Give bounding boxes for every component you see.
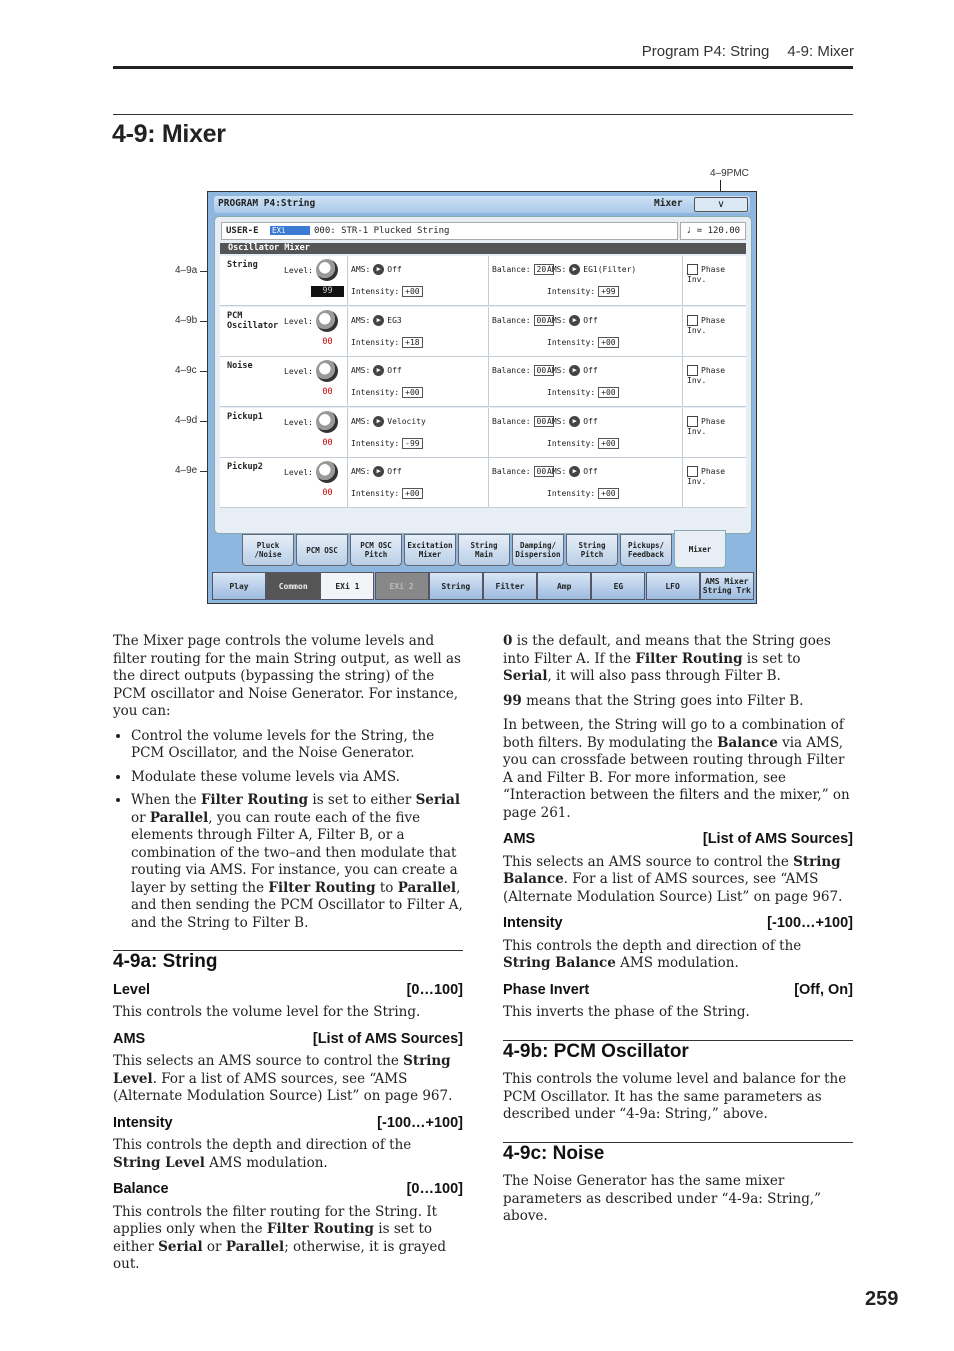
- divider: [347, 307, 348, 356]
- group-tab[interactable]: Filter: [483, 572, 537, 600]
- level-knob-icon[interactable]: [316, 259, 338, 281]
- divider: [347, 408, 348, 457]
- page-tab[interactable]: String Pitch: [566, 534, 618, 566]
- intro-paragraph: The Mixer page controls the volume levels and filter routing for the main String output, as well as the direct outputs (bypassing the string) of the PCM oscillator and Noise Generator. For instance, you can:: [113, 633, 461, 719]
- level-value[interactable]: 00: [322, 387, 333, 397]
- callout-4-9b: 4–9b: [175, 315, 198, 326]
- ams1-field[interactable]: AMS: ▶ EG3: [351, 315, 402, 325]
- program-name: 000: STR-1 Plucked String: [314, 226, 450, 236]
- header-page: 4-9: Mixer: [787, 43, 854, 60]
- level-label: Level:: [284, 266, 313, 275]
- intensity1-field[interactable]: Intensity: +00: [351, 286, 423, 297]
- intensity1-field[interactable]: Intensity: +00: [351, 488, 423, 499]
- param-intensity-balance: Intensity [-100…+100]: [503, 915, 853, 931]
- phase-invert-checkbox[interactable]: Phase Inv.: [687, 416, 726, 436]
- header-rule: [113, 66, 853, 69]
- row-name: Pickup2: [227, 462, 263, 472]
- callout-4-9c: 4–9c: [175, 365, 197, 376]
- exi-badge: EXi: [270, 226, 310, 235]
- program-select[interactable]: [221, 222, 678, 240]
- ams2-field[interactable]: AMS: ▶ Off: [547, 315, 598, 325]
- page-number: 259: [865, 1288, 899, 1310]
- intensity-description: This controls the depth and direction of the String Level AMS modulation.: [113, 1137, 412, 1171]
- callout-4-9a: 4–9a: [175, 265, 198, 276]
- phase-invert-checkbox[interactable]: Phase Inv.: [687, 265, 726, 284]
- row-name: String: [227, 260, 258, 270]
- balance-description: This controls the filter routing for the String. It applies only when the Filter Routing is set to either Serial or Parallel; otherwise, it is grayed out.: [113, 1203, 447, 1272]
- intensity2-field[interactable]: Intensity: +00: [547, 387, 619, 398]
- page-tab[interactable]: Pluck /Noise: [242, 534, 294, 566]
- balance-field[interactable]: Balance: 00: [492, 365, 554, 376]
- divider: [682, 357, 683, 406]
- divider: [488, 458, 489, 507]
- page-menu-dropdown[interactable]: ∨: [694, 197, 748, 212]
- bullet-list: [113, 728, 463, 933]
- level-description: This controls the volume level for the String.: [113, 1004, 421, 1020]
- ams2-field[interactable]: AMS: ▶ Off: [547, 366, 598, 375]
- level-value[interactable]: 00: [322, 336, 333, 347]
- ams1-field[interactable]: AMS: ▶ Velocity: [351, 416, 426, 426]
- level-knob-icon[interactable]: [316, 461, 338, 483]
- intensity1-field[interactable]: Intensity: -99: [351, 438, 423, 449]
- bank-label: USER-E: [226, 226, 259, 236]
- level-value[interactable]: 99: [311, 286, 344, 297]
- screen-page-label: Mixer: [654, 198, 683, 209]
- level-label: Level:: [284, 367, 313, 376]
- divider: [488, 307, 489, 356]
- divider: [488, 357, 489, 406]
- right-column: [503, 633, 853, 1233]
- group-tab[interactable]: String: [429, 572, 483, 600]
- ams-arrow-icon: ▶: [569, 315, 580, 326]
- ams-description: This selects an AMS source to control the String Level. For a list of AMS sources, see “AMS (Alternate Modulation Source) List” on page 967.: [113, 1053, 453, 1104]
- mixer-row: [220, 357, 746, 407]
- row-name: Pickup1: [227, 411, 263, 422]
- balance-zero-paragraph: 0 is the default, and means that the String goes into Filter A. If the Filter Routing is set to Serial, it will also pass through Filter B.: [503, 633, 831, 684]
- page-tab[interactable]: PCM OSC Pitch: [350, 534, 402, 566]
- divider: [682, 458, 683, 507]
- section-heading-4-9b: 4-9b: PCM Oscillator: [503, 1040, 853, 1061]
- ams-arrow-icon: ▶: [373, 466, 384, 477]
- header-section: Program P4: String: [641, 43, 770, 60]
- balance-between-paragraph: In between, the String will go to a combination of both filters. By modulating the Balance via AMS, you can crossfade between routing through Filter A and Filter B. For more information, see “Interaction between the filters and the mixer,” on page 261.: [503, 717, 850, 821]
- group-tab[interactable]: Common: [266, 572, 320, 600]
- ams1-field[interactable]: AMS: ▶ Off: [351, 366, 402, 375]
- group-tab[interactable]: Amp: [537, 572, 591, 600]
- running-header: [642, 43, 854, 60]
- pcm-description: This controls the volume level and balance for the PCM Oscillator. It has the same parameters as described under “4-9a: String,” above.: [503, 1071, 847, 1122]
- level-label: Level:: [284, 316, 313, 326]
- lcd-screen: [207, 191, 757, 604]
- level-knob-icon[interactable]: [316, 360, 338, 382]
- level-value[interactable]: 00: [322, 488, 333, 498]
- divider: [488, 256, 489, 305]
- ams2-field[interactable]: AMS: ▶ Off: [547, 416, 598, 426]
- bullet-item: • When the Filter Routing is set to either Serial or Parallel, you can route each of the five elements through Filter A, Filter B, or a combination of the two–and then modulate that routing via AMS. For instance, you can create a layer by setting the Filter Routing to Parallel, and then sending the PCM Oscillator to Filter A, and the String to Filter B.: [131, 792, 463, 932]
- page-tab[interactable]: String Main: [458, 534, 510, 566]
- page-tab[interactable]: Pickups/ Feedback: [620, 534, 672, 566]
- level-label: Level:: [284, 468, 313, 477]
- page-tab[interactable]: Mixer: [674, 530, 726, 568]
- intensity2-field[interactable]: Intensity: +00: [547, 488, 619, 499]
- callout-4-9e: 4–9e: [175, 465, 198, 476]
- phase-invert-checkbox[interactable]: Phase Inv.: [687, 315, 726, 335]
- section-heading-4-9c: 4-9c: Noise: [503, 1142, 853, 1163]
- group-tab[interactable]: Play: [212, 572, 266, 600]
- balance-99-paragraph: 99 means that the String goes into Filter B.: [503, 692, 804, 709]
- intensity2-field[interactable]: Intensity: +99: [547, 286, 619, 297]
- ams-arrow-icon: ▶: [569, 416, 580, 427]
- bullet-item: • Modulate these volume levels via AMS.: [131, 769, 463, 787]
- group-tabs: [212, 572, 754, 600]
- divider: [488, 408, 489, 457]
- phase-invert-checkbox[interactable]: Phase Inv.: [687, 467, 726, 486]
- divider: [682, 256, 683, 305]
- level-knob-icon[interactable]: [316, 411, 338, 433]
- divider: [682, 307, 683, 356]
- mixer-panel: [214, 216, 752, 534]
- ams-arrow-icon: ▶: [569, 466, 580, 477]
- mixer-row: [220, 408, 746, 458]
- figure-id: 4–9PMC: [710, 168, 749, 179]
- divider: [682, 408, 683, 457]
- divider: [347, 458, 348, 507]
- phase-invert-checkbox[interactable]: Phase Inv.: [687, 366, 726, 385]
- level-value[interactable]: 00: [322, 437, 333, 448]
- page-tabs: [242, 532, 728, 568]
- ams1-field[interactable]: AMS: ▶ Off: [351, 265, 402, 274]
- group-tab[interactable]: EXi 1: [320, 572, 374, 600]
- ams2-field[interactable]: AMS: ▶ Off: [547, 467, 598, 476]
- noise-description: The Noise Generator has the same mixer parameters as described under “4-9a: String,” above.: [503, 1173, 822, 1224]
- param-intensity: Intensity [-100…+100]: [113, 1114, 463, 1131]
- ams-arrow-icon: ▶: [373, 416, 384, 427]
- page-tab[interactable]: Excitation Mixer: [404, 534, 456, 566]
- mixer-row: [220, 256, 746, 306]
- ams-arrow-icon: ▶: [373, 264, 384, 275]
- row-name: Noise: [227, 361, 253, 371]
- ams2-field[interactable]: AMS: ▶ EG1(Filter): [547, 265, 637, 274]
- phase-invert-description: This inverts the phase of the String.: [503, 1004, 750, 1020]
- screen-title-bar: [214, 196, 750, 213]
- oscillator-mixer-header: Oscillator Mixer: [220, 243, 746, 254]
- group-tab[interactable]: LFO: [646, 572, 700, 600]
- intensity1-field[interactable]: Intensity: +00: [351, 387, 423, 398]
- bullet-item: • Control the volume levels for the String, the PCM Oscillator, and the Noise Generator.: [131, 728, 463, 763]
- left-column: [113, 633, 463, 1281]
- row-name: PCM Oscillator: [227, 310, 279, 331]
- mixer-row: [220, 458, 746, 508]
- intensity-balance-description: This controls the depth and direction of the String Balance AMS modulation.: [503, 937, 802, 971]
- balance-field[interactable]: Balance: 00: [492, 466, 554, 477]
- balance-field[interactable]: Balance: 00: [492, 416, 554, 427]
- balance-field[interactable]: Balance: 20: [492, 264, 554, 275]
- level-knob-icon[interactable]: [316, 310, 338, 332]
- ams-arrow-icon: ▶: [373, 315, 384, 326]
- param-ams: AMS [List of AMS Sources]: [113, 1030, 463, 1047]
- screen-title: PROGRAM P4:String: [218, 198, 316, 209]
- param-balance: Balance [0…100]: [113, 1181, 463, 1197]
- intensity2-field[interactable]: Intensity: +00: [547, 337, 619, 348]
- ams-arrow-icon: ▶: [569, 365, 580, 376]
- balance-field[interactable]: Balance: 00: [492, 315, 554, 326]
- intensity2-field[interactable]: Intensity: +00: [547, 438, 619, 449]
- callout-4-9d: 4–9d: [175, 415, 198, 426]
- page-title: 4-9: Mixer: [112, 120, 226, 148]
- group-tab[interactable]: AMS Mixer String Trk: [700, 572, 754, 600]
- param-ams-balance: AMS [List of AMS Sources]: [503, 831, 853, 847]
- param-level: Level [0…100]: [113, 981, 463, 998]
- divider: [347, 256, 348, 305]
- page-tab[interactable]: PCM OSC: [296, 534, 348, 566]
- ams-arrow-icon: ▶: [569, 264, 580, 275]
- page-tab[interactable]: Damping/ Dispersion: [512, 534, 564, 566]
- group-tab[interactable]: EG: [591, 572, 645, 600]
- section-heading-4-9a: 4-9a: String: [113, 950, 463, 971]
- title-rule: [113, 114, 853, 115]
- intensity1-field[interactable]: Intensity: +18: [351, 337, 423, 348]
- ams-arrow-icon: ▶: [373, 365, 384, 376]
- divider: [347, 357, 348, 406]
- ams-balance-description: This selects an AMS source to control the String Balance. For a list of AMS sources, see “AMS (Alternate Modulation Source) List” on page 967.: [503, 853, 843, 905]
- tempo-field[interactable]: ♩ = 120.00: [680, 222, 746, 240]
- param-phase-invert: Phase Invert [Off, On]: [503, 981, 853, 998]
- level-label: Level:: [284, 417, 313, 427]
- mixer-row: [220, 307, 746, 357]
- group-tab[interactable]: EXi 2: [375, 572, 429, 600]
- ams1-field[interactable]: AMS: ▶ Off: [351, 467, 402, 476]
